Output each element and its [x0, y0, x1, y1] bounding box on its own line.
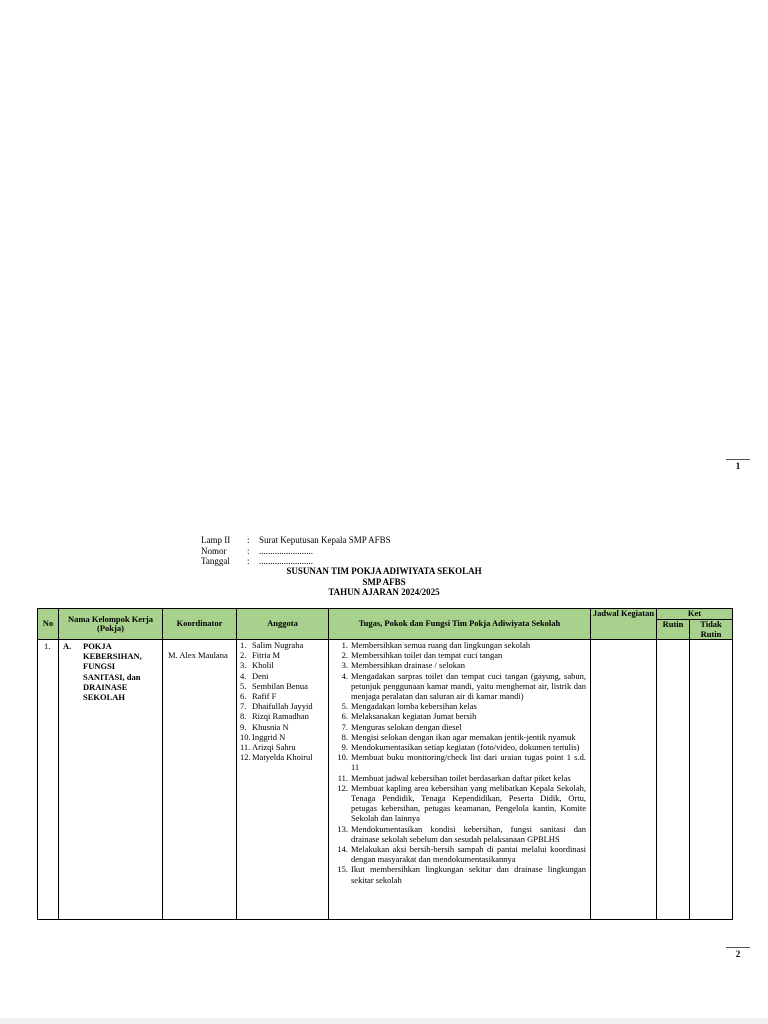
list-item	[237, 681, 328, 691]
item-number: 13.	[337, 823, 348, 834]
item-number: 2.	[240, 650, 247, 661]
page-number-2: 2	[735, 949, 741, 959]
pokja-letter: A.	[63, 641, 72, 651]
col-header-no: No	[38, 609, 59, 640]
item-text: Melaksanakan kegiatan Jumat bersih	[351, 711, 477, 722]
item-number: 14.	[337, 844, 348, 855]
colon: :	[247, 556, 250, 566]
col-header-jadwal: Jadwal Kegiatan	[591, 609, 657, 640]
list-item	[329, 742, 590, 752]
list-item	[329, 650, 590, 660]
col-header-tugas: Tugas, Pokok dan Fungsi Tim Pokja Adiwiyata Sekolah	[329, 609, 591, 640]
tugas-cell	[329, 640, 591, 920]
anggota-cell	[237, 640, 329, 920]
list-item	[237, 722, 328, 732]
col-header-rutin: Rutin	[657, 620, 690, 640]
item-number: 5.	[341, 701, 348, 712]
item-number: 3.	[240, 660, 247, 671]
item-text: Matyelda Khoirul	[252, 752, 313, 763]
item-number: 8.	[341, 731, 348, 742]
lamp-label: Lamp II	[201, 535, 231, 545]
list-item	[329, 824, 590, 844]
item-number: 12.	[337, 782, 348, 793]
list-item	[237, 752, 328, 762]
document-title	[0, 566, 768, 598]
list-item	[237, 671, 328, 681]
item-text: Membuat kapling area kebersihan yang melibatkan Kepala Sekolah, Tenaga Pendidik, Tenaga Kependidikan, Peserta Didik, Ortu, petugas kebersihan, petugas keamanan, Pengelola kantin, Komite Sekolah dan lainnya	[351, 782, 586, 824]
page-number-1: 1	[735, 461, 741, 471]
item-number: 9.	[240, 721, 247, 732]
list-item	[329, 640, 590, 650]
pokja-cell	[59, 640, 163, 920]
title-line-1: SUSUNAN TIM POKJA ADIWIYATA SEKOLAH	[286, 566, 482, 576]
nomor-label: Nomor	[201, 545, 227, 556]
list-item	[237, 742, 328, 752]
item-number: 7.	[240, 701, 247, 712]
item-text: Mengadakan sarpras toilet dan tempat cuci tangan (gayung, sabun, petunjuk penggunaan kamar mandi, yaitu menghemat air, listrik dan menjaga peralatan dan saluran air di kamar mandi)	[351, 670, 586, 702]
list-item	[329, 722, 590, 732]
item-number: 12.	[240, 752, 251, 763]
table-row	[38, 640, 733, 920]
item-text: Ikut membersihkan lingkungan sekitar dan drainase lingkungan sekitar sekolah	[351, 864, 586, 885]
anggota-list	[237, 640, 328, 762]
tanggal-value: ........................	[259, 556, 313, 566]
item-number: 5.	[240, 680, 247, 691]
col-header-anggota: Anggota	[237, 609, 329, 640]
item-number: 10.	[240, 731, 251, 742]
item-number: 8.	[240, 711, 247, 722]
koordinator-cell: M. Alex Maulana	[163, 640, 237, 920]
list-item	[237, 650, 328, 660]
list-item	[237, 732, 328, 742]
lamp-value: Surat Keputusan Kepala SMP AFBS	[259, 535, 391, 545]
list-item	[329, 732, 590, 742]
item-number: 9.	[341, 742, 348, 753]
item-text: Arizqi Sahru	[252, 742, 296, 753]
item-number: 6.	[240, 691, 247, 702]
colon: :	[247, 535, 250, 545]
item-number: 3.	[341, 660, 348, 671]
item-text: Mendokumentasikan setiap kegiatan (foto/video, dokumen tertulis)	[351, 742, 580, 753]
list-item	[329, 773, 590, 783]
colon: :	[247, 545, 250, 556]
item-text: Fitria M	[252, 650, 281, 661]
pokja-name: POKJA KEBERSIHAN, FUNGSI SANITASI, dan DRAINASE SEKOLAH	[83, 641, 142, 703]
title-line-2: SMP AFBS	[362, 576, 406, 587]
list-item	[329, 671, 590, 702]
list-item	[329, 844, 590, 864]
row-number: 1.	[38, 640, 59, 920]
item-number: 11.	[337, 772, 348, 783]
item-text: Khusnia N	[252, 721, 289, 732]
pokja-table	[37, 608, 733, 920]
item-text: Rizqi Ramadhan	[252, 711, 309, 722]
item-text: Membersihkan semua ruang dan lingkungan sekolah	[351, 640, 531, 650]
rutin-cell	[657, 640, 690, 920]
item-number: 2.	[341, 650, 348, 661]
title-line-3: TAHUN AJARAN 2024/2025	[328, 587, 440, 597]
item-text: Mendokumentasikan kondisi kebersihan, fungsi sanitasi dan drainase sekolah sebelum dan sesudah pelaksanaan GPBLHS	[351, 823, 586, 844]
nomor-row	[201, 546, 391, 557]
list-item	[237, 711, 328, 721]
list-item	[329, 701, 590, 711]
list-item	[237, 691, 328, 701]
item-text: Membersihkan toilet dan tempat cuci tangan	[351, 650, 503, 661]
jadwal-cell	[591, 640, 657, 920]
tugas-list	[329, 640, 590, 885]
item-text: Rafif F	[252, 691, 277, 702]
item-text: Kholil	[252, 660, 274, 671]
item-number: 15.	[337, 864, 348, 875]
lamp-row	[201, 535, 391, 546]
item-number: 4.	[240, 670, 247, 681]
col-header-koordinator: Koordinator	[163, 609, 237, 640]
item-text: Salim Nugraha	[252, 640, 304, 650]
list-item	[329, 783, 590, 824]
item-text: Sembilan Benua	[252, 680, 308, 691]
list-item	[329, 864, 590, 884]
col-header-ket: Ket	[657, 609, 733, 620]
item-text: Deni	[252, 670, 269, 681]
item-number: 4.	[341, 670, 348, 681]
item-number: 1.	[341, 640, 348, 650]
page-divider-2	[726, 947, 750, 948]
list-item	[329, 752, 590, 772]
item-text: Membuat jadwal kebersihan toilet berdasarkan daftar piket kelas	[351, 772, 571, 783]
item-number: 7.	[341, 721, 348, 732]
item-text: Melakukan aksi bersih-bersih sampah di pantai melalui koordinasi dengan masyarakat dan mendokumentasikannya	[351, 844, 586, 865]
item-number: 11.	[240, 742, 251, 753]
item-number: 10.	[337, 752, 348, 763]
page-bottom-strip	[0, 1018, 768, 1024]
col-header-nama: Nama Kelompok Kerja (Pokja)	[59, 609, 163, 640]
tanggal-label: Tanggal	[201, 556, 230, 566]
tidak-rutin-cell	[690, 640, 733, 920]
item-text: Mengadakan lomba kebersihan kelas	[351, 701, 477, 712]
list-item	[237, 660, 328, 670]
item-text: Dhaifullah Jayyid	[252, 701, 313, 712]
list-item	[329, 711, 590, 721]
list-item	[237, 640, 328, 650]
item-text: Menguras selokan dengan diesel	[351, 721, 462, 732]
letter-meta	[201, 535, 391, 567]
item-text: Membersihkan drainase / selokan	[351, 660, 466, 671]
list-item	[237, 701, 328, 711]
item-number: 6.	[341, 711, 348, 722]
item-text: Inggrid N	[252, 731, 286, 742]
item-number: 1.	[240, 640, 247, 650]
item-text: Membuat buku monitoring/check list dari uraian tugas point 1 s.d. 11	[351, 752, 586, 773]
col-header-tidak-rutin: Tidak Rutin	[690, 620, 733, 640]
nomor-value: ........................	[259, 545, 313, 556]
item-text: Mengisi selokan dengan ikan agar memakan jentik-jentik nyamuk	[351, 731, 576, 742]
list-item	[329, 660, 590, 670]
page-divider-1	[726, 459, 750, 460]
tanggal-row	[201, 556, 391, 567]
